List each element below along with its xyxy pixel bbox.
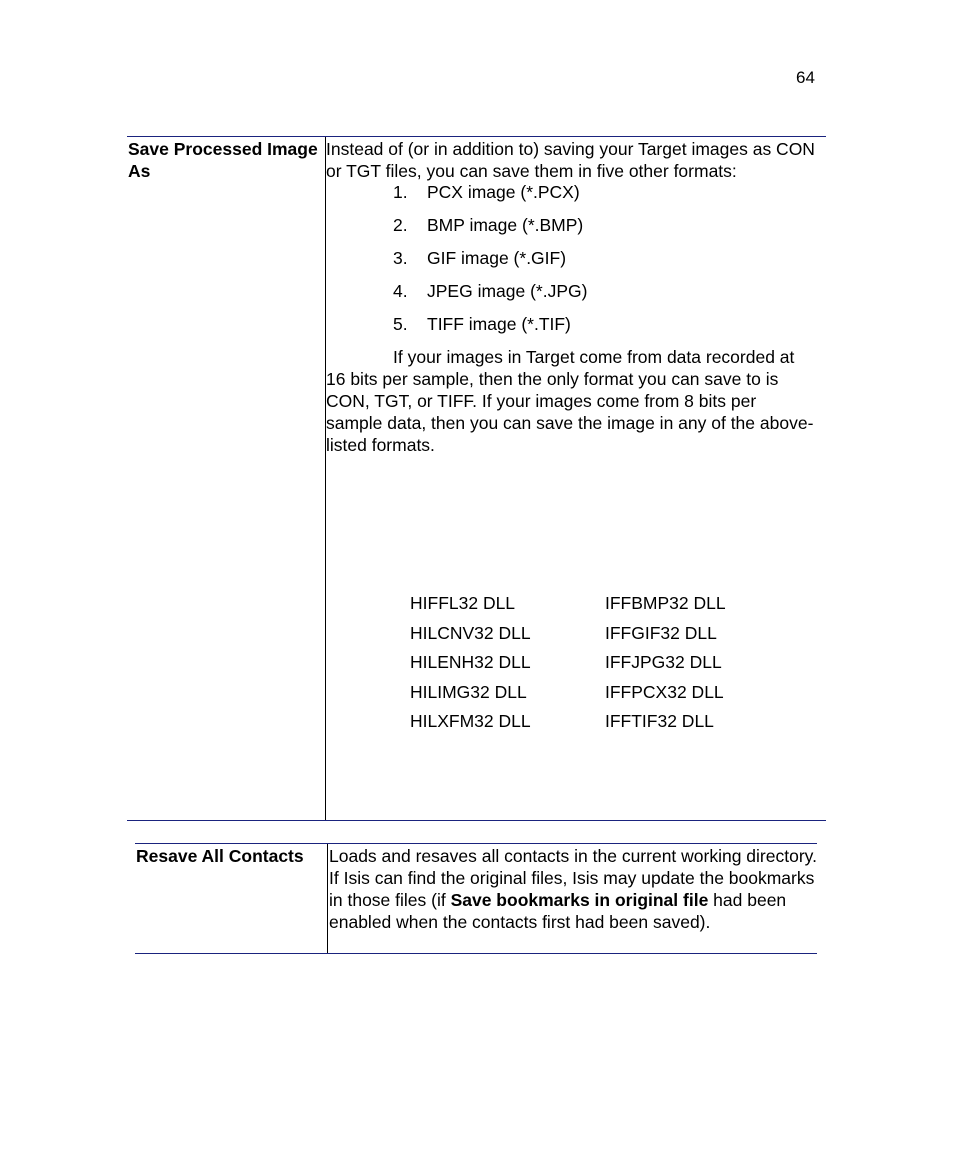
dll-name: IFFJPG32 DLL: [605, 652, 722, 673]
table-bottom-rule: [135, 953, 817, 954]
list-text: JPEG image (*.JPG): [427, 281, 588, 301]
page-number: 64: [796, 68, 815, 87]
list-item: [393, 313, 587, 346]
save-formats-intro: Instead of (or in addition to) saving your Target images as CON or TGT files, you can save them in five other formats:: [326, 139, 815, 181]
list-number: 4.: [393, 281, 408, 301]
list-item: [393, 214, 587, 247]
table-top-rule: [135, 843, 817, 844]
list-number: 5.: [393, 314, 408, 334]
dll-name: HILENH32 DLL: [410, 652, 531, 673]
dll-name: HIFFL32 DLL: [410, 593, 516, 613]
dll-name: IFFTIF32 DLL: [605, 711, 714, 732]
list-text: TIFF image (*.TIF): [427, 314, 571, 334]
option-name: Save bookmarks in original file: [450, 890, 709, 910]
dll-table: [410, 592, 726, 740]
dll-name: IFFPCX32 DLL: [605, 681, 724, 702]
list-text: GIF image (*.GIF): [427, 248, 567, 268]
resave-description-text: Loads and resaves all contacts in the current working directory. If Isis can find the original files, Isis may update the bookmarks in those files (if: [329, 846, 817, 910]
list-number: 1.: [393, 182, 408, 202]
bit-depth-note: [326, 346, 816, 456]
list-item: [393, 247, 587, 280]
format-list: [393, 181, 587, 346]
term-resave-all-contacts: Resave All Contacts: [136, 846, 304, 866]
dll-name: IFFGIF32 DLL: [605, 622, 717, 643]
list-item: [393, 181, 587, 214]
resave-description: [329, 845, 817, 933]
list-item: [393, 280, 587, 313]
table-row: [410, 681, 726, 711]
table-row: [410, 651, 726, 681]
term-save-processed-image-as: Save Processed Image As: [128, 139, 318, 181]
table-row: [410, 592, 726, 622]
column-divider: [325, 137, 326, 820]
table-row: [410, 710, 726, 740]
table-top-rule: [127, 136, 826, 137]
table-bottom-rule: [127, 820, 826, 821]
list-number: 2.: [393, 215, 408, 235]
dll-name: HILXFM32 DLL: [410, 711, 531, 732]
list-number: 3.: [393, 248, 408, 268]
list-text: PCX image (*.PCX): [427, 182, 580, 202]
dll-name: HILIMG32 DLL: [410, 681, 527, 702]
dll-name: HILCNV32 DLL: [410, 622, 531, 643]
list-text: BMP image (*.BMP): [427, 215, 584, 235]
dll-name: IFFBMP32 DLL: [605, 593, 726, 613]
resave-description-text: had been enabled when the contacts first had been saved).: [329, 890, 787, 932]
table-row: [410, 622, 726, 652]
bit-depth-note-text: If your images in Target come from data recorded at 16 bits per sample, then the only format you can save to is CON, TGT, or TIFF. If your images come from 8 bits per sample data, then you can save the image in any of the above-listed formats.: [326, 347, 814, 455]
column-divider: [327, 844, 328, 953]
